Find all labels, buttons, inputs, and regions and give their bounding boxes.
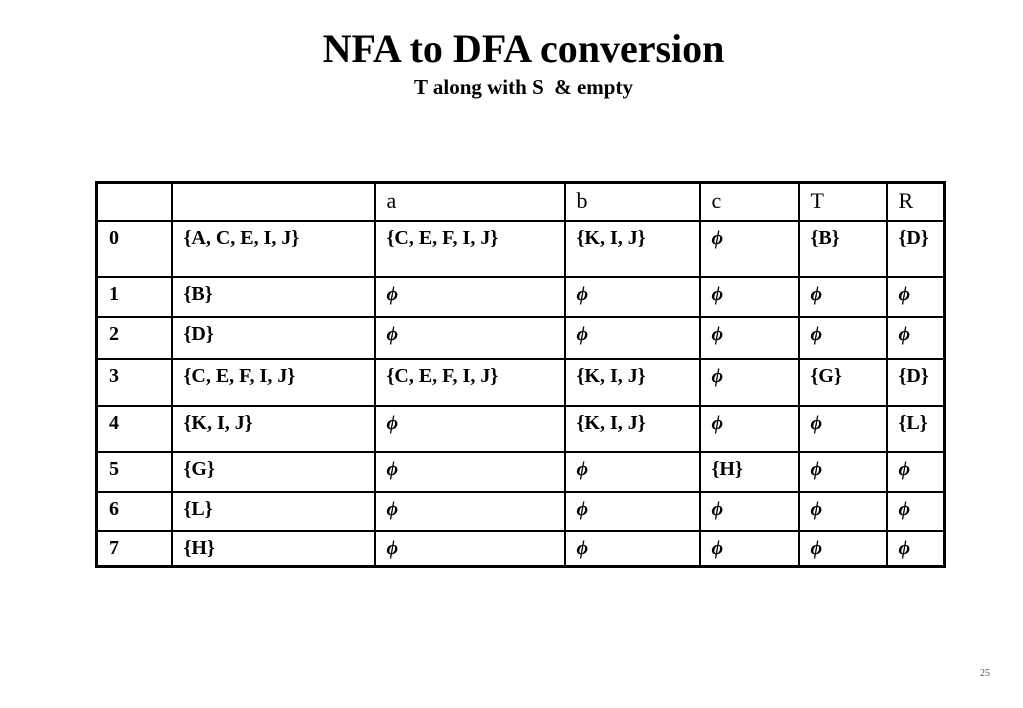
col-header-state-id [97, 183, 172, 221]
transition-c-cell: ϕ [700, 406, 799, 452]
state-id-cell: 6 [97, 492, 172, 531]
transition-c-cell: ϕ [700, 221, 799, 277]
transition-b-cell: ϕ [565, 531, 700, 567]
slide-title: NFA to DFA conversion [322, 26, 725, 71]
transition-T-cell: ϕ [799, 492, 887, 531]
transition-R-cell: ϕ [887, 317, 945, 359]
transition-R-cell: {L} [887, 406, 945, 452]
transition-c-cell: ϕ [700, 277, 799, 317]
transition-b-cell: ϕ [565, 452, 700, 492]
transition-T-cell: ϕ [799, 406, 887, 452]
transition-R-cell: ϕ [887, 277, 945, 317]
state-id-cell: 2 [97, 317, 172, 359]
table-row [97, 277, 945, 317]
state-set-cell: {L} [172, 492, 375, 531]
state-id-cell: 3 [97, 359, 172, 406]
state-id-cell: 7 [97, 531, 172, 567]
state-id-cell: 1 [97, 277, 172, 317]
transition-R-cell: ϕ [887, 531, 945, 567]
transition-c-cell: ϕ [700, 317, 799, 359]
table-row [97, 406, 945, 452]
transition-b-cell: {K, I, J} [565, 221, 700, 277]
col-header-T: T [799, 183, 887, 221]
transition-T-cell: {G} [799, 359, 887, 406]
state-set-cell: {A, C, E, I, J} [172, 221, 375, 277]
dfa-transition-table [95, 181, 946, 568]
col-header-state-set [172, 183, 375, 221]
transition-R-cell: {D} [887, 221, 945, 277]
table-row [97, 531, 945, 567]
state-set-cell: {B} [172, 277, 375, 317]
col-header-a: a [375, 183, 565, 221]
state-set-cell: {G} [172, 452, 375, 492]
page-number: 25 [980, 668, 990, 679]
col-header-c: c [700, 183, 799, 221]
transition-c-cell: {H} [700, 452, 799, 492]
transition-b-cell: {K, I, J} [565, 359, 700, 406]
table-header-row [97, 183, 945, 221]
transition-b-cell: ϕ [565, 317, 700, 359]
transition-c-cell: ϕ [700, 492, 799, 531]
col-header-b: b [565, 183, 700, 221]
state-set-cell: {C, E, F, I, J} [172, 359, 375, 406]
table-row [97, 452, 945, 492]
transition-a-cell: ϕ [375, 452, 565, 492]
table-row [97, 221, 945, 277]
slide-subtitle: T along with S & empty [414, 75, 633, 99]
transition-T-cell: ϕ [799, 531, 887, 567]
table-row [97, 359, 945, 406]
transition-a-cell: ϕ [375, 492, 565, 531]
table-row [97, 492, 945, 531]
state-id-cell: 0 [97, 221, 172, 277]
state-set-cell: {D} [172, 317, 375, 359]
transition-a-cell: {C, E, F, I, J} [375, 359, 565, 406]
transition-a-cell: ϕ [375, 277, 565, 317]
transition-R-cell: {D} [887, 359, 945, 406]
table-row [97, 317, 945, 359]
state-set-cell: {H} [172, 531, 375, 567]
state-set-cell: {K, I, J} [172, 406, 375, 452]
transition-a-cell: {C, E, F, I, J} [375, 221, 565, 277]
transition-b-cell: ϕ [565, 492, 700, 531]
transition-R-cell: ϕ [887, 492, 945, 531]
transition-c-cell: ϕ [700, 531, 799, 567]
transition-T-cell: ϕ [799, 452, 887, 492]
transition-T-cell: ϕ [799, 317, 887, 359]
transition-c-cell: ϕ [700, 359, 799, 406]
transition-a-cell: ϕ [375, 406, 565, 452]
state-id-cell: 4 [97, 406, 172, 452]
transition-b-cell: ϕ [565, 277, 700, 317]
transition-b-cell: {K, I, J} [565, 406, 700, 452]
transition-a-cell: ϕ [375, 531, 565, 567]
transition-a-cell: ϕ [375, 317, 565, 359]
col-header-R: R [887, 183, 945, 221]
transition-T-cell: ϕ [799, 277, 887, 317]
transition-T-cell: {B} [799, 221, 887, 277]
transition-R-cell: ϕ [887, 452, 945, 492]
state-id-cell: 5 [97, 452, 172, 492]
